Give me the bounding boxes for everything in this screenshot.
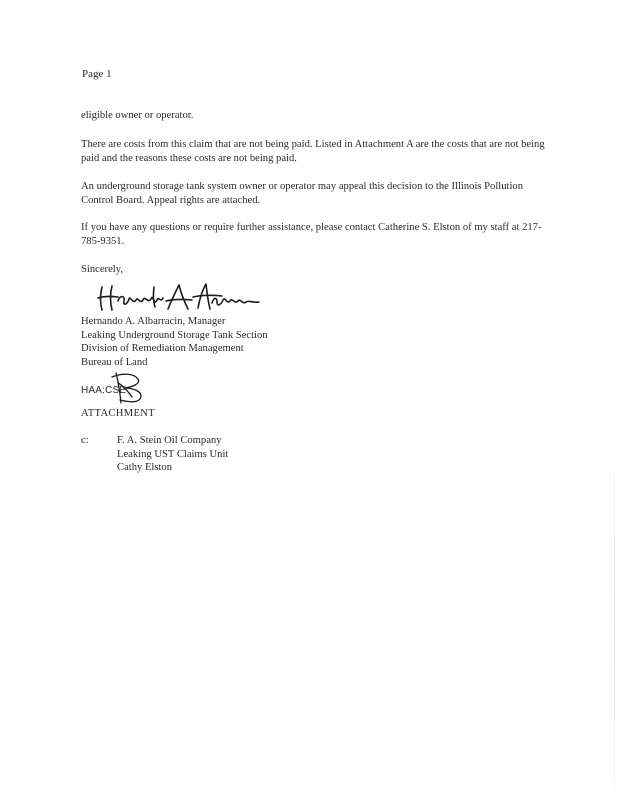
initials-text: HAA:CSE bbox=[81, 385, 127, 396]
signatory-block bbox=[81, 315, 268, 369]
paragraph-contact: If you have any questions or require further assistance, please contact Catherine S. Elston of my staff at 217-785-9351. bbox=[81, 222, 542, 247]
signatory-bureau: Bureau of Land bbox=[81, 356, 148, 368]
cc-recipients bbox=[117, 434, 228, 475]
paragraph-appeal: An underground storage tank system owner or operator may appeal this decision to the Illinois Pollution Control Board. Appeal rights are attached. bbox=[81, 181, 524, 206]
cc-label: c: bbox=[81, 435, 89, 446]
page-number: Page 1 bbox=[82, 68, 112, 80]
attachment-label: ATTACHMENT bbox=[81, 408, 155, 419]
closing-salutation: Sincerely, bbox=[81, 264, 123, 275]
signatory-name-title: Hernando A. Albarracin, Manager bbox=[81, 316, 226, 327]
cc-recipient: Leaking UST Claims Unit bbox=[117, 448, 229, 460]
scan-edge-shadow bbox=[614, 470, 615, 790]
reference-initials bbox=[81, 379, 201, 405]
signatory-division: Division of Remediation Management bbox=[81, 343, 244, 355]
handwritten-initials-mark bbox=[108, 371, 148, 405]
signatory-section: Leaking Underground Storage Tank Section bbox=[81, 329, 268, 341]
cc-recipient: Cathy Elston bbox=[117, 462, 173, 474]
paragraph-eligibility: eligible owner or operator. bbox=[81, 110, 194, 121]
handwritten-signature bbox=[96, 281, 266, 315]
cc-recipient: F. A. Stein Oil Company bbox=[117, 435, 222, 446]
paragraph-unpaid-costs: There are costs from this claim that are not being paid. Listed in Attachment A are the costs that are not being paid and the reasons these costs are not being paid. bbox=[81, 139, 545, 164]
